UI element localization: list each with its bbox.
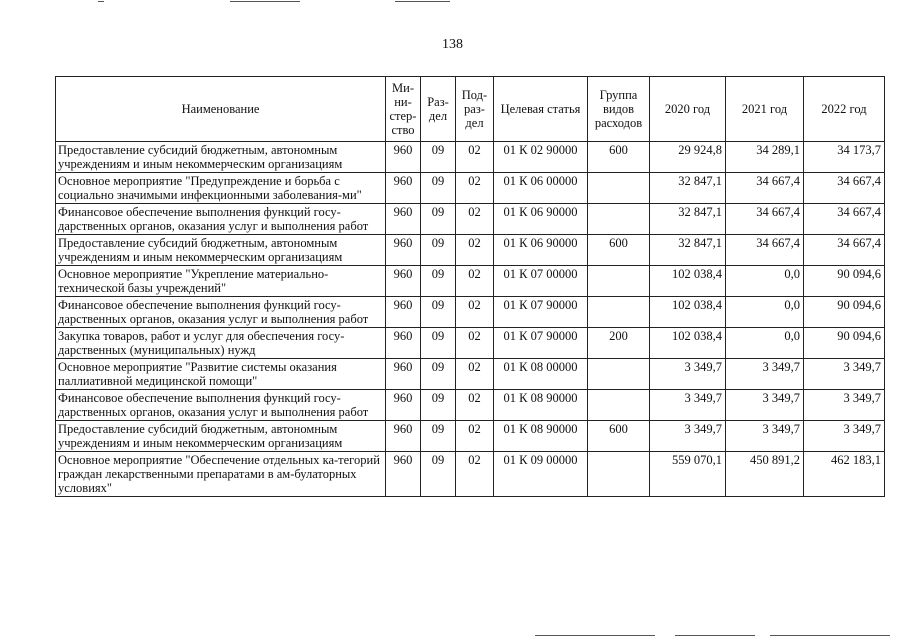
cell-ministry: 960	[386, 328, 421, 359]
cell-y2020: 102 038,4	[650, 297, 726, 328]
col-header-ministry: Ми-ни-стер-ство	[386, 77, 421, 142]
cell-y2022: 34 173,7	[804, 142, 885, 173]
cell-y2020: 102 038,4	[650, 328, 726, 359]
cell-subsection: 02	[456, 235, 494, 266]
cell-target: 01 К 07 00000	[494, 266, 588, 297]
scan-artifact-bottom	[535, 634, 895, 638]
cell-section: 09	[421, 359, 456, 390]
col-header-subsection: Под-раз-дел	[456, 77, 494, 142]
cell-y2020: 32 847,1	[650, 235, 726, 266]
cell-group	[588, 173, 650, 204]
cell-y2021: 34 667,4	[726, 173, 804, 204]
cell-section: 09	[421, 235, 456, 266]
cell-y2020: 102 038,4	[650, 266, 726, 297]
table-row	[56, 235, 885, 266]
cell-section: 09	[421, 204, 456, 235]
cell-subsection: 02	[456, 390, 494, 421]
cell-y2021: 3 349,7	[726, 359, 804, 390]
cell-y2020: 3 349,7	[650, 359, 726, 390]
cell-y2020: 32 847,1	[650, 204, 726, 235]
col-header-2020: 2020 год	[650, 77, 726, 142]
budget-table	[55, 76, 885, 497]
cell-subsection: 02	[456, 452, 494, 497]
cell-group	[588, 266, 650, 297]
cell-y2022: 34 667,4	[804, 235, 885, 266]
cell-subsection: 02	[456, 173, 494, 204]
cell-group	[588, 297, 650, 328]
cell-y2020: 3 349,7	[650, 390, 726, 421]
cell-y2020: 32 847,1	[650, 173, 726, 204]
cell-target: 01 К 09 00000	[494, 452, 588, 497]
table-row	[56, 421, 885, 452]
col-header-2022: 2022 год	[804, 77, 885, 142]
header-row	[56, 77, 885, 142]
cell-target: 01 К 08 90000	[494, 390, 588, 421]
cell-y2021: 34 667,4	[726, 204, 804, 235]
cell-subsection: 02	[456, 421, 494, 452]
cell-name: Финансовое обеспечение выполнения функций госу-дарственных органов, оказания услуг и выполнения работ	[56, 390, 386, 421]
cell-name: Основное мероприятие "Предупреждение и борьба с социально значимыми инфекционными заболевания-ми"	[56, 173, 386, 204]
table-header	[56, 77, 885, 142]
cell-ministry: 960	[386, 390, 421, 421]
cell-ministry: 960	[386, 297, 421, 328]
cell-section: 09	[421, 173, 456, 204]
cell-target: 01 К 08 90000	[494, 421, 588, 452]
table-row	[56, 142, 885, 173]
cell-target: 01 К 02 90000	[494, 142, 588, 173]
cell-section: 09	[421, 266, 456, 297]
col-header-name: Наименование	[56, 77, 386, 142]
cell-y2021: 3 349,7	[726, 421, 804, 452]
cell-name: Основное мероприятие "Обеспечение отдельных ка-тегорий граждан лекарственными препаратами в ам-булаторных условиях"	[56, 452, 386, 497]
cell-y2022: 90 094,6	[804, 328, 885, 359]
cell-y2021: 34 289,1	[726, 142, 804, 173]
cell-y2020: 29 924,8	[650, 142, 726, 173]
cell-group: 600	[588, 142, 650, 173]
scan-artifact-top	[90, 0, 490, 4]
cell-name: Закупка товаров, работ и услуг для обеспечения госу-дарственных (муниципальных) нужд	[56, 328, 386, 359]
cell-name: Предоставление субсидий бюджетным, автономным учреждениям и иным некоммерческим организациям	[56, 421, 386, 452]
cell-ministry: 960	[386, 204, 421, 235]
cell-section: 09	[421, 297, 456, 328]
cell-subsection: 02	[456, 297, 494, 328]
cell-group	[588, 452, 650, 497]
cell-ministry: 960	[386, 235, 421, 266]
cell-target: 01 К 07 90000	[494, 328, 588, 359]
col-header-2021: 2021 год	[726, 77, 804, 142]
table-body	[56, 142, 885, 497]
cell-group: 600	[588, 421, 650, 452]
cell-section: 09	[421, 328, 456, 359]
cell-name: Финансовое обеспечение выполнения функций госу-дарственных органов, оказания услуг и выполнения работ	[56, 297, 386, 328]
cell-section: 09	[421, 452, 456, 497]
page-number: 138	[442, 37, 463, 52]
cell-ministry: 960	[386, 142, 421, 173]
cell-y2022: 90 094,6	[804, 266, 885, 297]
cell-target: 01 К 06 90000	[494, 204, 588, 235]
cell-y2021: 34 667,4	[726, 235, 804, 266]
cell-section: 09	[421, 142, 456, 173]
cell-subsection: 02	[456, 266, 494, 297]
cell-y2021: 0,0	[726, 297, 804, 328]
table-row	[56, 390, 885, 421]
cell-name: Основное мероприятие "Укрепление материально-технической базы учреждений"	[56, 266, 386, 297]
cell-ministry: 960	[386, 452, 421, 497]
table-row	[56, 452, 885, 497]
col-header-group: Группа видов расходов	[588, 77, 650, 142]
col-header-section: Раз-дел	[421, 77, 456, 142]
cell-subsection: 02	[456, 328, 494, 359]
cell-target: 01 К 08 00000	[494, 359, 588, 390]
table-row	[56, 328, 885, 359]
cell-y2022: 3 349,7	[804, 390, 885, 421]
cell-y2022: 462 183,1	[804, 452, 885, 497]
cell-name: Основное мероприятие "Развитие системы оказания паллиативной медицинской помощи"	[56, 359, 386, 390]
cell-section: 09	[421, 390, 456, 421]
table-row	[56, 297, 885, 328]
cell-y2021: 450 891,2	[726, 452, 804, 497]
cell-y2021: 0,0	[726, 266, 804, 297]
cell-section: 09	[421, 421, 456, 452]
cell-target: 01 К 07 90000	[494, 297, 588, 328]
cell-group	[588, 359, 650, 390]
cell-ministry: 960	[386, 173, 421, 204]
cell-y2020: 3 349,7	[650, 421, 726, 452]
cell-target: 01 К 06 90000	[494, 235, 588, 266]
table-row	[56, 266, 885, 297]
cell-ministry: 960	[386, 359, 421, 390]
table-row	[56, 173, 885, 204]
cell-name: Финансовое обеспечение выполнения функций госу-дарственных органов, оказания услуг и выполнения работ	[56, 204, 386, 235]
cell-subsection: 02	[456, 142, 494, 173]
cell-y2022: 3 349,7	[804, 421, 885, 452]
cell-group	[588, 204, 650, 235]
cell-group: 600	[588, 235, 650, 266]
cell-ministry: 960	[386, 266, 421, 297]
cell-target: 01 К 06 00000	[494, 173, 588, 204]
cell-y2022: 90 094,6	[804, 297, 885, 328]
cell-y2020: 559 070,1	[650, 452, 726, 497]
table-row	[56, 359, 885, 390]
cell-y2022: 34 667,4	[804, 204, 885, 235]
cell-group: 200	[588, 328, 650, 359]
cell-y2022: 34 667,4	[804, 173, 885, 204]
cell-subsection: 02	[456, 359, 494, 390]
cell-y2021: 3 349,7	[726, 390, 804, 421]
cell-ministry: 960	[386, 421, 421, 452]
col-header-target: Целевая статья	[494, 77, 588, 142]
cell-subsection: 02	[456, 204, 494, 235]
cell-name: Предоставление субсидий бюджетным, автономным учреждениям и иным некоммерческим организациям	[56, 235, 386, 266]
cell-name: Предоставление субсидий бюджетным, автономным учреждениям и иным некоммерческим организациям	[56, 142, 386, 173]
cell-y2021: 0,0	[726, 328, 804, 359]
cell-group	[588, 390, 650, 421]
cell-y2022: 3 349,7	[804, 359, 885, 390]
table-row	[56, 204, 885, 235]
